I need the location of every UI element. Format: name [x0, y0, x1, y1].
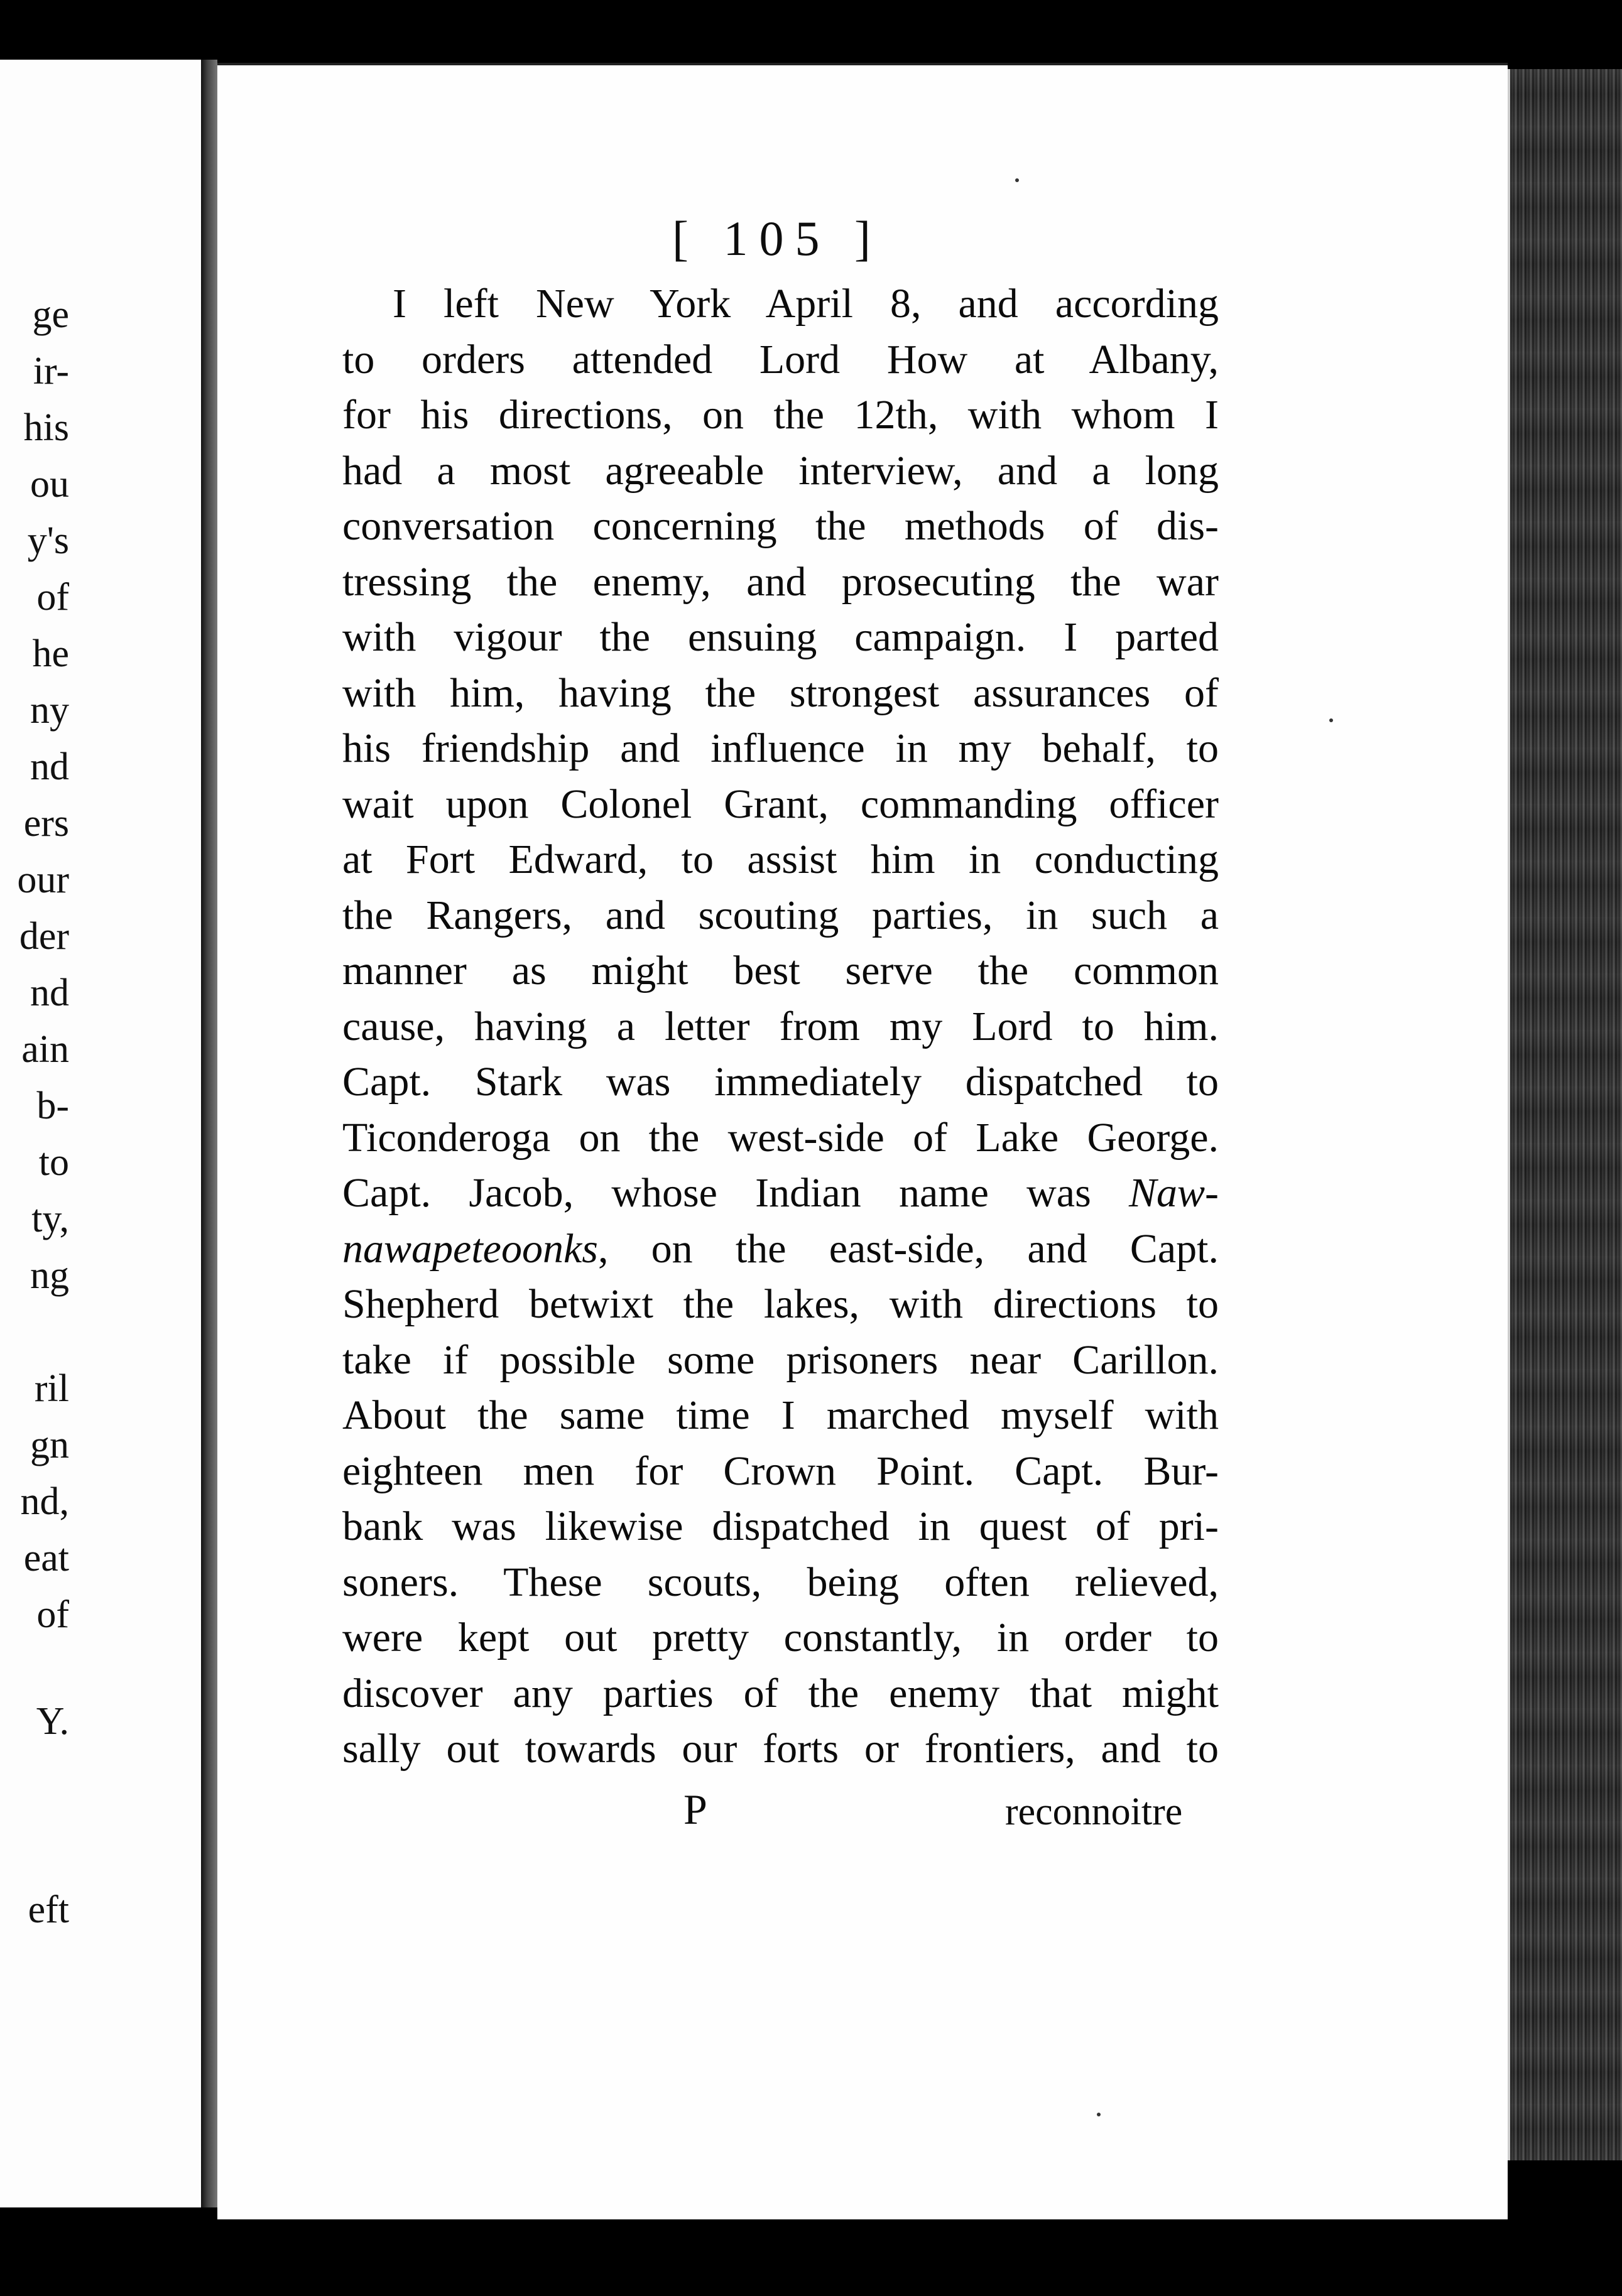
- text-line: at Fort Edward, to assist him in conducting: [342, 837, 1219, 882]
- previous-page-line-end: b-: [36, 1085, 69, 1127]
- previous-page-line-end: nd: [30, 745, 69, 788]
- page-edges-stack: [1508, 69, 1622, 2160]
- text-line: to orders attended Lord How at Albany,: [342, 336, 1219, 382]
- previous-page-fragment: [0, 60, 205, 2207]
- text-line: wait upon Colonel Grant, commanding officer: [342, 781, 1219, 827]
- text-line: take if possible some prisoners near Carillon.: [342, 1336, 1219, 1383]
- text-line: were kept out pretty constantly, in order to: [342, 1615, 1219, 1660]
- previous-page-line-end: ers: [23, 802, 69, 845]
- text-line: sally out towards our forts or frontiers, and to: [342, 1726, 1219, 1772]
- previous-page-line-end: of: [36, 1593, 69, 1636]
- previous-page-line-end: ty,: [31, 1198, 69, 1240]
- previous-page-line-end: ge: [32, 293, 69, 336]
- text-line: Capt. Jacob, whose Indian name was Naw-: [342, 1170, 1219, 1216]
- text-line: for his directions, on the 12th, with whom I: [342, 392, 1219, 438]
- text-line: tressing the enemy, and prosecuting the war: [342, 558, 1219, 605]
- text-line: nawapeteoonks, on the east-side, and Capt.: [342, 1225, 1219, 1272]
- previous-page-line-end: his: [23, 406, 69, 449]
- text-line: the Rangers, and scouting parties, in such a: [342, 892, 1219, 938]
- previous-page-line-end: ng: [30, 1254, 69, 1297]
- text-line: had a most agreeable interview, and a long: [342, 447, 1219, 494]
- previous-page-line-end: ril: [34, 1367, 69, 1410]
- text-line: with him, having the strongest assurances of: [342, 669, 1219, 716]
- scan-speck: [1015, 178, 1019, 182]
- text-line: conversation concerning the methods of dis-: [342, 503, 1219, 549]
- previous-page-line-end: nd: [30, 972, 69, 1014]
- previous-page-line-endings: [0, 60, 201, 2207]
- previous-page-line-end: Y.: [36, 1700, 69, 1743]
- previous-page-line-end: to: [38, 1141, 69, 1184]
- previous-page-line-end: gn: [30, 1424, 69, 1466]
- text-line: Capt. Stark was immediately dispatched to: [342, 1059, 1219, 1105]
- catchword: reconnoitre: [1005, 1790, 1183, 1833]
- signature-mark: P: [683, 1785, 707, 1833]
- text-line: eighteen men for Crown Point. Capt. Bur-: [342, 1448, 1219, 1494]
- text-line: his friendship and influence in my behalf, to: [342, 725, 1219, 771]
- text-line: About the same time I marched myself with: [342, 1392, 1219, 1438]
- book-gutter: [201, 60, 217, 2207]
- previous-page-line-end: nd,: [20, 1480, 69, 1523]
- text-line: manner as might best serve the common: [342, 948, 1219, 994]
- text-line: Shepherd betwixt the lakes, with directions to: [342, 1281, 1219, 1327]
- previous-page-line-end: of: [36, 576, 69, 619]
- previous-page-line-end: eft: [28, 1888, 69, 1931]
- text-line: with vigour the ensuing campaign. I parted: [342, 614, 1219, 660]
- scan-speck: [1097, 2113, 1101, 2116]
- previous-page-line-end: he: [32, 632, 69, 675]
- text-line: Ticonderoga on the west-side of Lake George.: [342, 1114, 1219, 1161]
- previous-page-line-end: der: [19, 915, 69, 958]
- body-text: [342, 276, 1219, 1777]
- previous-page-line-end: eat: [23, 1537, 69, 1579]
- previous-page-line-end: ir-: [33, 350, 69, 393]
- text-line: soners. These scouts, being often relieved,: [342, 1559, 1219, 1605]
- page-number: [ 105 ]: [672, 211, 882, 266]
- previous-page-line-end: ain: [21, 1028, 69, 1071]
- text-line: bank was likewise dispatched in quest of pri-: [342, 1503, 1219, 1549]
- previous-page-line-end: ny: [30, 689, 69, 732]
- text-line: I left New York April 8, and according: [393, 281, 1219, 327]
- previous-page-line-end: our: [17, 858, 69, 901]
- text-line: discover any parties of the enemy that might: [342, 1670, 1219, 1716]
- previous-page-line-end: y's: [27, 519, 69, 562]
- text-line: cause, having a letter from my Lord to him.: [342, 1003, 1219, 1049]
- scan-speck: [1329, 718, 1333, 722]
- previous-page-line-end: ou: [30, 463, 69, 506]
